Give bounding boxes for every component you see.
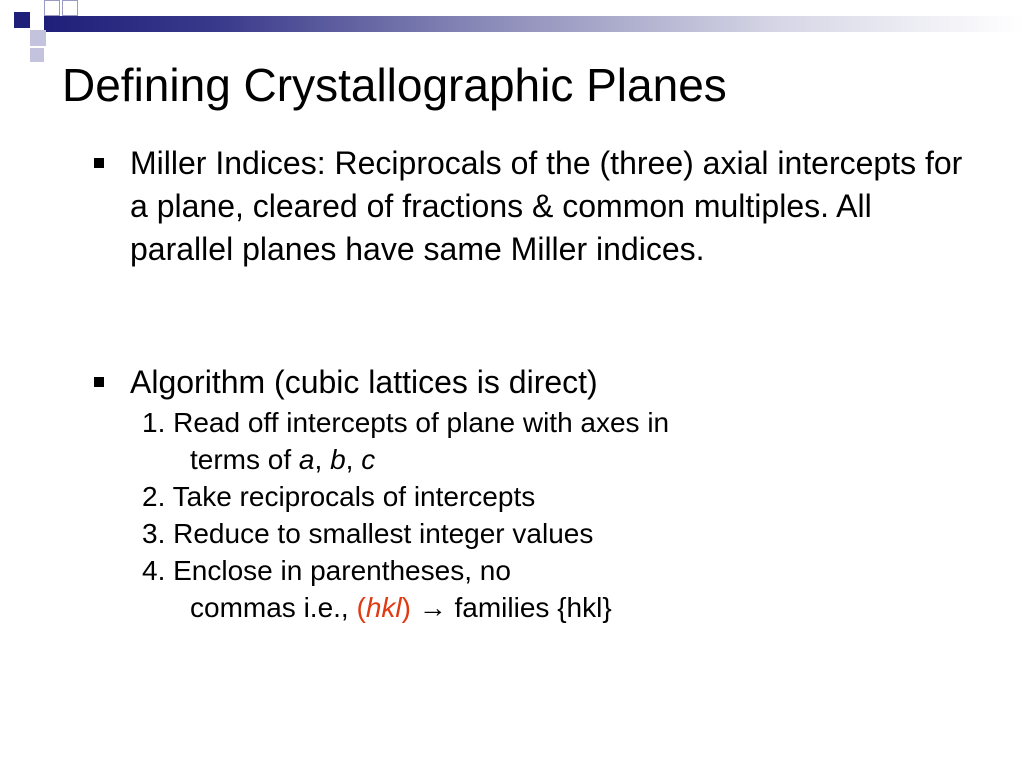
algorithm-steps: [142, 404, 842, 626]
axis-b: b: [330, 444, 346, 475]
comma: ,: [314, 444, 331, 475]
step-4-line-1: 4. Enclose in parentheses, no: [142, 555, 511, 586]
comma: ,: [345, 444, 362, 475]
step-1-prefix: terms of: [190, 444, 299, 475]
step-1-line-2: [142, 441, 842, 478]
step-4-prefix: commas i.e.,: [190, 592, 357, 623]
step-3: 3. Reduce to smallest integer values: [142, 518, 594, 549]
arrow-right-icon: →: [410, 592, 455, 623]
bullet-2-text: Algorithm (cubic lattices is direct): [130, 364, 598, 400]
corner-square-outline-lower: [62, 0, 78, 16]
top-gradient-bar: [44, 16, 1024, 32]
step-4-line-2: [142, 589, 842, 626]
step-1-line-1: 1. Read off intercepts of plane with axes in: [142, 407, 670, 438]
corner-square-light: [30, 30, 46, 46]
corner-square-outline: [44, 0, 60, 16]
axis-a: a: [298, 444, 315, 475]
bullet-square-icon: [94, 377, 104, 387]
corner-square-navy: [14, 12, 30, 28]
step-2: 2. Take reciprocals of intercepts: [142, 481, 536, 512]
hkl-notation: hkl: [365, 592, 402, 623]
axis-c: c: [361, 444, 376, 475]
slide-title: Defining Crystallographic Planes: [62, 59, 727, 111]
corner-square-navy-lower: [30, 48, 44, 62]
bullet-square-icon: [94, 158, 104, 168]
families-text: families {hkl}: [454, 592, 612, 623]
hkl-paren-close: ): [401, 592, 411, 623]
hkl-paren-open: (: [356, 592, 366, 623]
bullet-1-text: Miller Indices: Reciprocals of the (three) axial intercepts for a plane, cleared of fractions & common multiples. All parallel planes have same Miller indices.: [130, 145, 963, 267]
